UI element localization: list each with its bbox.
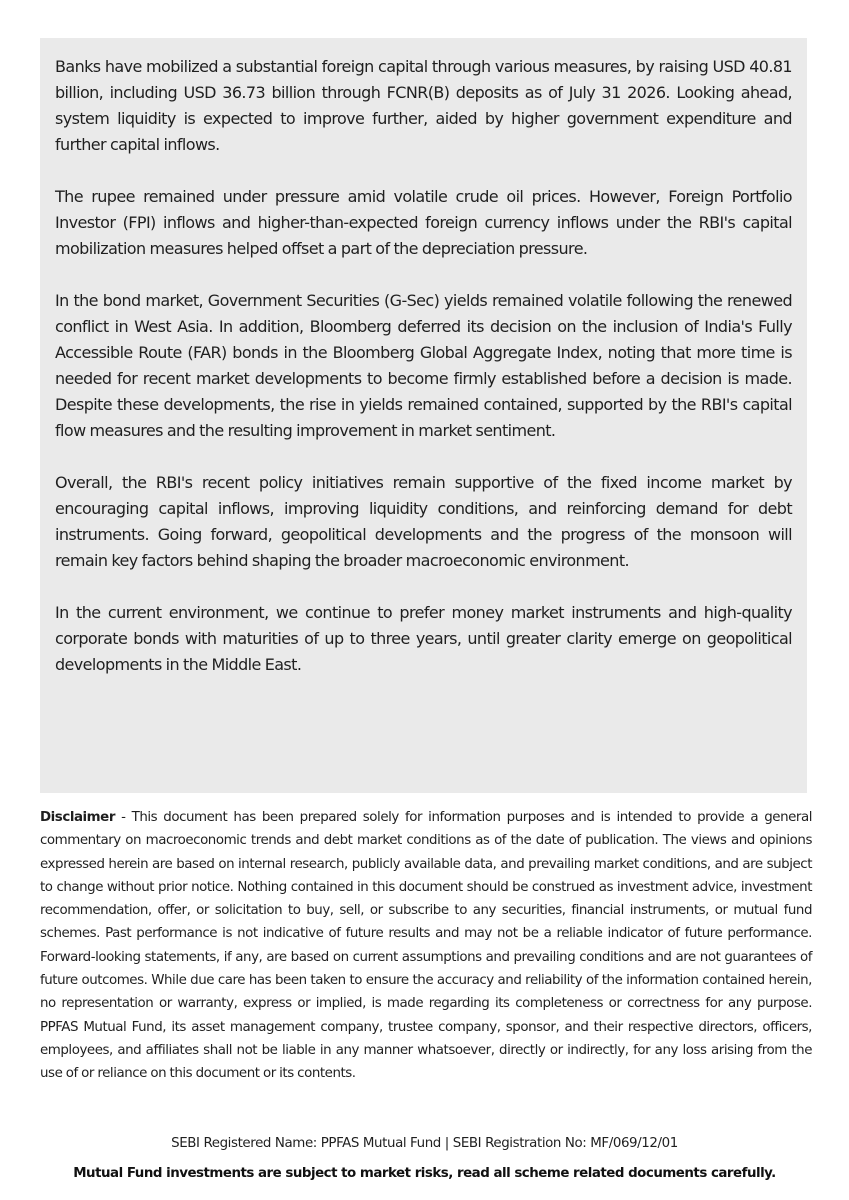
sebi-registration-line: SEBI Registered Name: PPFAS Mutual Fund | SEBI Registration No: MF/069/12/01 (171, 1136, 678, 1151)
commentary-paragraph-strategy: In the current environment, we continue to prefer money market instruments and high-quality corporate bonds with maturities of up to three years, until greater clarity emerge on geopolitical developments in the Middle East. (55, 603, 792, 674)
commentary-paragraph-policy-outlook: Overall, the RBI's recent policy initiatives remain supportive of the fixed income market by encouraging capital inflows, improving liquidity conditions, and reinforcing demand for debt instruments. Going forward, geopolitical developments and the progress of the monsoon will remain key factors behind shaping the broader macroeconomic environment. (55, 473, 792, 570)
commentary-paragraph-rupee: The rupee remained under pressure amid volatile crude oil prices. However, Foreign Portfolio Investor (FPI) inflows and higher-than-expected foreign currency inflows under the RBI's capital mobilization measures helped offset a part of the depreciation pressure. (55, 187, 792, 258)
commentary-paragraph-liquidity: Banks have mobilized a substantial foreign capital through various measures, by raising USD 40.81 billion, including USD 36.73 billion through FCNR(B) deposits as of July 31 2026. Looking ahead, system liquidity is expected to improve further, aided by higher government expenditure and further capital inflows. (55, 57, 792, 154)
market-commentary-box (40, 38, 807, 793)
disclaimer-text: - This document has been prepared solely for information purposes and is intended to provide a general commentary on macroeconomic trends and debt market conditions as of the date of publication. The views and opinions expressed herein are based on internal research, publicly available data, and prevailing market conditions, and are subject to change without prior notice. Nothing contained in this document should be construed as investment advice, investment recommendation, offer, or solicitation to buy, sell, or subscribe to any securities, financial instruments, or mutual fund schemes. Past performance is not indicative of future results and may not be a reliable indicator of future performance. Forward-looking statements, if any, are based on current assumptions and prevailing conditions and are not guarantees of future outcomes. While due care has been taken to ensure the accuracy and reliability of the information contained herein, no representation or warranty, express or implied, is made regarding its completeness or correctness for any purpose. PPFAS Mutual Fund, its asset management company, trustee company, sponsor, and their respective directors, officers, employees, and affiliates shall not be liable in any manner whatsoever, directly or indirectly, for any loss arising from the use of or reliance on this document or its contents. (40, 810, 812, 1082)
disclaimer (40, 806, 812, 1086)
commentary-paragraph-bond-market: In the bond market, Government Securities (G-Sec) yields remained volatile following the renewed conflict in West Asia. In addition, Bloomberg deferred its decision on the inclusion of India's Fully Accessible Route (FAR) bonds in the Bloomberg Global Aggregate Index, noting that more time is needed for recent market developments to become firmly established before a decision is made. Despite these developments, the rise in yields remained contained, supported by the RBI's capital flow measures and the resulting improvement in market sentiment. (55, 291, 792, 440)
disclaimer-label: Disclaimer (40, 810, 115, 825)
risk-warning: Mutual Fund investments are subject to market risks, read all scheme related documents carefully. (73, 1166, 776, 1181)
